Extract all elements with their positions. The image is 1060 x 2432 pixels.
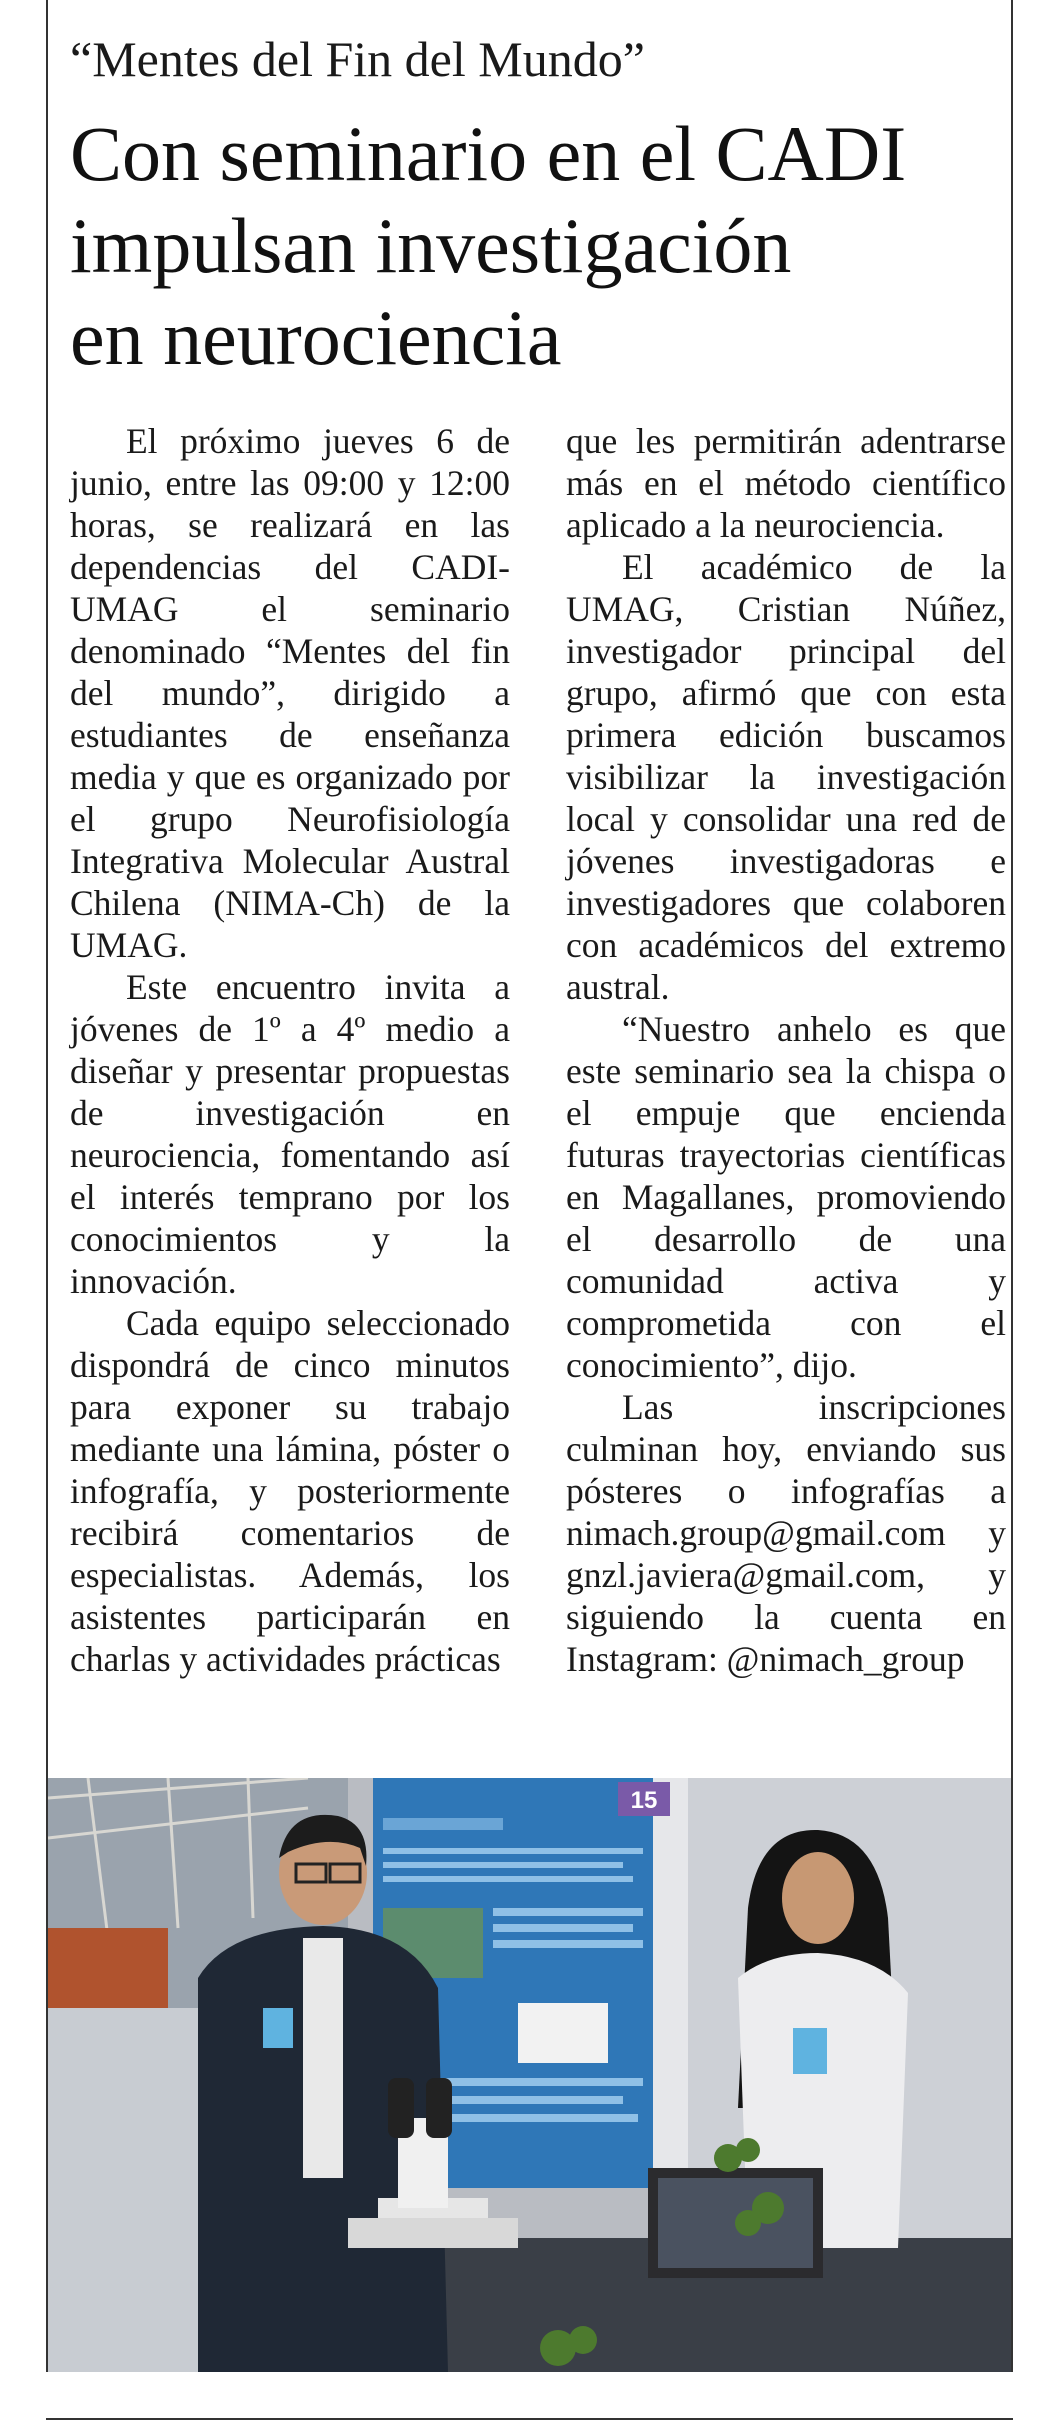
paragraph: El académico de la UMAG, Cristian Núñez, investigador principal del grupo, afirmó que con esta primera edición buscamos visibilizar la investigación local y consolidar una red de jóvenes investigadoras e investigadores que colaboren con académicos del extremo austral. [566, 547, 1006, 1007]
paragraph: El próximo jueves 6 de junio, entre las 09:00 y 12:00 horas, se realizará en las dependencias del CADI-UMAG el seminario denominado “Mentes del fin del mundo”, dirigido a estudiantes de enseñanza media y que es organizado por el grupo Neurofisiología Integrativa Molecular Austral Chilena (NIMA-Ch) de la UMAG. [70, 421, 510, 965]
bottom-rule [46, 2418, 1013, 2420]
paragraph-continued: que les permitirán adentrarse más en el método científico aplicado a la neurociencia. [566, 421, 1006, 545]
headline-line-2: impulsan investigación [70, 202, 792, 289]
paragraph: Las inscripciones culminan hoy, enviando sus pósteres o infografías a nimach.group@gmail.com y gnzl.javiera@gmail.com, y siguiendo la cuenta en Instagram: @nimach_group [566, 1387, 1006, 1679]
body-column-right [566, 420, 1006, 1680]
article-headline [70, 108, 990, 384]
paragraph: Cada equipo seleccionado dispondrá de cinco minutos para exponer su trabajo mediante una lámina, póster o infografía, y posteriormente recibirá comentarios de especialistas. Además, los asistentes participarán en charlas y actividades prácticas [70, 1303, 510, 1679]
poster-number: 15 [630, 1787, 658, 1814]
orange-wall [48, 1928, 168, 2008]
headline-line-3: en neurociencia [70, 294, 562, 381]
body-column-left [70, 420, 510, 1680]
headline-line-1: Con seminario en el CADI [70, 110, 907, 197]
paragraph: “Nuestro anhelo es que este seminario sea la chispa o el empuje que encienda futuras trayectorias científicas en Magallanes, promoviendo el desarrollo de una comunidad activa y comprometida con el conocimiento”, dijo. [566, 1009, 1006, 1385]
photo-illustration [48, 1778, 1011, 2372]
paragraph: Este encuentro invita a jóvenes de 1º a 4º medio a diseñar y presentar propuestas de investigación en neurociencia, fomentando así el interés temprano por los conocimientos y la innovación. [70, 967, 510, 1301]
article-photo [48, 1778, 1011, 2372]
article-kicker: “Mentes del Fin del Mundo” [70, 31, 645, 87]
